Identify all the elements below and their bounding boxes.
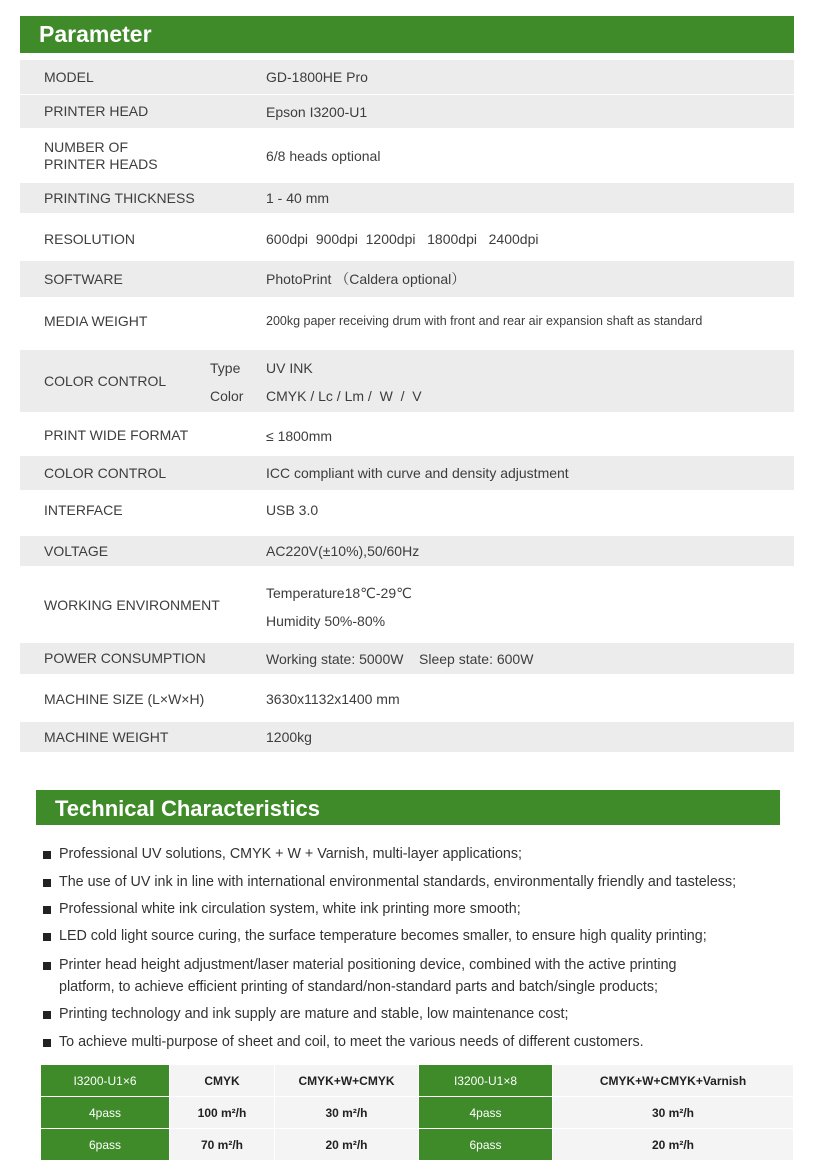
table-header-cell: CMYK <box>170 1065 275 1097</box>
param-label: MACHINE SIZE (L×W×H) <box>44 690 205 707</box>
param-row-power-consumption <box>20 643 794 674</box>
param-row-machine-size <box>20 679 794 719</box>
param-value: 600dpi 900dpi 1200dpi 1800dpi 2400dpi <box>266 231 539 247</box>
param-label: RESOLUTION <box>44 230 136 247</box>
table-cell: 4pass <box>41 1097 170 1129</box>
param-row-media-weight <box>20 301 794 341</box>
technical-heading: Technical Characteristics <box>36 790 780 825</box>
feature-text: Printer head height adjustment/laser material positioning device, combined with the active printing <box>59 957 677 973</box>
param-row-machine-weight <box>20 722 794 752</box>
param-sublabel-type: Type <box>210 360 241 376</box>
square-bullet-icon <box>43 906 51 914</box>
feature-text: To achieve multi-purpose of sheet and coil, to meet the various needs of different customers. <box>59 1034 644 1050</box>
feature-text: Professional white ink circulation system, white ink printing more smooth; <box>59 901 521 917</box>
param-label: COLOR CONTROL <box>44 464 167 481</box>
param-row-software <box>20 261 794 297</box>
param-label: INTERFACE <box>44 501 123 518</box>
param-value: PhotoPrint （Caldera optional） <box>266 271 466 287</box>
param-value: AC220V(±10%),50/60Hz <box>266 543 420 559</box>
param-value: 6/8 heads optional <box>266 148 381 164</box>
param-row-print-wide-format <box>20 418 794 453</box>
param-value: 1 - 40 mm <box>266 190 330 206</box>
param-label: POWER CONSUMPTION <box>44 650 206 666</box>
param-row-interface <box>20 492 794 528</box>
table-header-row <box>41 1065 794 1097</box>
param-label: MACHINE WEIGHT <box>44 728 169 745</box>
square-bullet-icon <box>43 962 51 970</box>
param-label: PRINTER HEAD <box>44 103 149 119</box>
table-cell: 100 m²/h <box>170 1097 275 1129</box>
table-cell: 4pass <box>419 1097 553 1129</box>
table-cell: 30 m²/h <box>553 1097 794 1129</box>
square-bullet-icon <box>43 933 51 941</box>
parameter-heading: Parameter <box>20 16 794 53</box>
param-row-printing-thickness <box>20 183 794 213</box>
param-label: VOLTAGE <box>44 542 109 559</box>
param-row-working-environment <box>20 573 794 638</box>
table-header-cell: CMYK+W+CMYK+Varnish <box>553 1065 794 1097</box>
param-label-line: NUMBER OF <box>44 139 128 155</box>
table-row <box>41 1129 794 1161</box>
param-label: PRINTING THICKNESS <box>44 189 195 206</box>
table-header-cell: I3200-U1×6 <box>41 1065 170 1097</box>
table-row <box>41 1097 794 1129</box>
print-speed-table <box>40 1064 794 1161</box>
square-bullet-icon <box>43 1039 51 1047</box>
param-label: MEDIA WEIGHT <box>44 312 148 329</box>
table-header-cell: I3200-U1×8 <box>419 1065 553 1097</box>
param-sublabel-color: Color <box>210 388 244 404</box>
param-row-voltage <box>20 536 794 566</box>
feature-text: Printing technology and ink supply are mature and stable, low maintenance cost; <box>59 1006 569 1022</box>
param-value: GD-1800HE Pro <box>266 69 368 85</box>
table-header-cell: CMYK+W+CMYK <box>275 1065 419 1097</box>
param-label-line: PRINTER HEADS <box>44 156 158 172</box>
table-cell: 30 m²/h <box>275 1097 419 1129</box>
param-value-line: Humidity 50%-80% <box>266 613 386 629</box>
feature-text: Professional UV solutions, CMYK + W + Varnish, multi-layer applications; <box>59 846 522 862</box>
param-value: 200kg paper receiving drum with front and rear air expansion shaft as standard <box>266 314 703 328</box>
param-value: ICC compliant with curve and density adjustment <box>266 465 569 481</box>
feature-text: platform, to achieve efficient printing of standard/non-standard parts and batch/single products; <box>59 979 658 995</box>
feature-text: The use of UV ink in line with international environmental standards, environmentally friendly and tasteless; <box>59 874 737 890</box>
param-value: USB 3.0 <box>266 502 319 518</box>
square-bullet-icon <box>43 1011 51 1019</box>
param-value: 1200kg <box>266 729 312 745</box>
param-subvalue-type: UV INK <box>266 360 313 376</box>
param-subvalue-color: CMYK / Lc / Lm / W / V <box>266 388 422 404</box>
table-cell: 70 m²/h <box>170 1129 275 1161</box>
table-cell: 20 m²/h <box>553 1129 794 1161</box>
param-row-printer-head <box>20 95 794 128</box>
param-row-number-of-heads <box>20 130 794 182</box>
param-value-line: Temperature18℃-29℃ <box>266 585 412 601</box>
param-value: 3630x1132x1400 mm <box>266 691 400 707</box>
param-row-color-control-icc <box>20 456 794 490</box>
param-label: WORKING ENVIRONMENT <box>44 597 220 613</box>
square-bullet-icon <box>43 851 51 859</box>
param-label: PRINT WIDE FORMAT <box>44 427 189 443</box>
param-row-model <box>20 60 794 94</box>
param-label: COLOR CONTROL <box>44 372 167 389</box>
param-label <box>44 130 158 182</box>
param-label: MODEL <box>44 68 94 85</box>
param-row-color-control-ink <box>20 350 794 412</box>
param-value: Working state: 5000W Sleep state: 600W <box>266 650 534 667</box>
table-cell: 6pass <box>41 1129 170 1161</box>
param-row-resolution <box>20 220 794 258</box>
param-label: SOFTWARE <box>44 270 123 287</box>
param-value: ≤ 1800mm <box>266 427 333 444</box>
feature-text: LED cold light source curing, the surface temperature becomes smaller, to ensure high quality printing; <box>59 928 707 944</box>
param-value: Epson I3200-U1 <box>266 103 368 120</box>
square-bullet-icon <box>43 879 51 887</box>
table-cell: 6pass <box>419 1129 553 1161</box>
table-cell: 20 m²/h <box>275 1129 419 1161</box>
